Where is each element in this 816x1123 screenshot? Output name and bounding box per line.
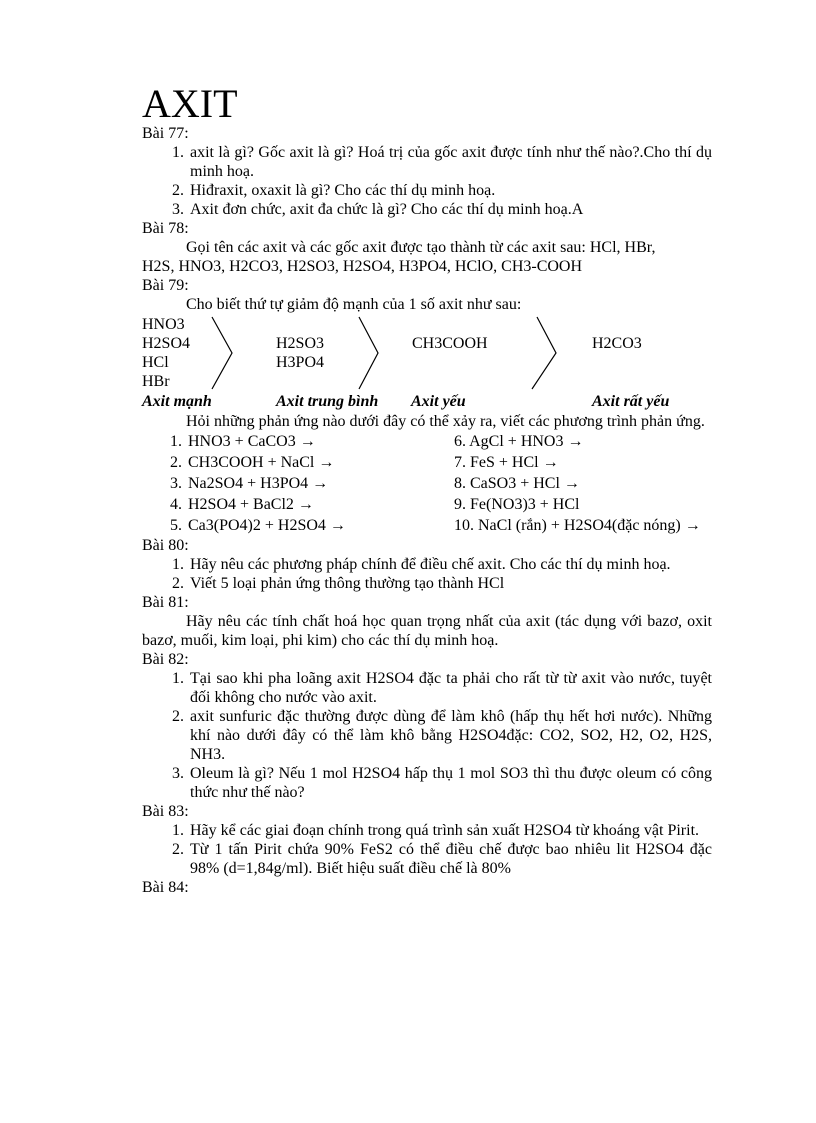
strong-acid-1: HNO3 [142,316,185,333]
strong-acid-3: HCl [142,354,169,371]
exercise-81-label: Bài 81: [142,594,189,611]
reaction-list [142,431,712,536]
strength-label-weak: Axit yếu [411,393,466,410]
exercise-77-item-1: 1. axit là gì? Gốc axit là gì? Hoá trị của gốc axit được tính như thế nào?.Cho thí dụ minh hoạ. [188,143,712,181]
reaction-9: 9. Fe(NO3)3 + HCl [454,496,580,513]
very-weak-acid: H2CO3 [592,335,642,352]
exercise-82-item-3: 3. Oleum là gì? Nếu 1 mol H2SO4 hấp thụ 1 mol SO3 thì thu được oleum có công thức như thế nào? [188,764,712,802]
exercise-80-item-1: 1. Hãy nêu các phương pháp chính để điều chế axit. Cho các thí dụ minh hoạ. [188,555,712,574]
reaction-4: 4. H2SO4 + BaCl2 → [170,496,314,513]
exercise-79-question: Hỏi những phản ứng nào dưới đây có thể xảy ra, viết các phương trình phản ứng. [186,413,705,430]
acid-strength-diagram [142,315,712,391]
exercise-84-label: Bài 84: [142,879,189,896]
exercise-80-label: Bài 80: [142,537,189,554]
exercise-78-label: Bài 78: [142,220,189,237]
reaction-2: 2. CH3COOH + NaCl → [170,454,335,471]
strength-labels-row [142,391,712,412]
exercise-83-item-1: 1. Hãy kể các giai đoạn chính trong quá trình sản xuất H2SO4 từ khoáng vật Pirit. [188,821,712,840]
exercise-82-list [142,669,712,802]
page-title: AXIT [142,81,238,126]
exercise-79-label: Bài 79: [142,277,189,294]
strength-label-very-weak: Axit rất yếu [592,393,670,410]
exercise-77-item-2: 2. Hiđraxit, oxaxit là gì? Cho các thí dụ minh hoạ. [188,181,712,200]
exercise-83-item-2: 2. Từ 1 tấn Pirit chứa 90% FeS2 có thể điều chế được bao nhiêu lit H2SO4 đặc 98% (d=1,84g/ml). Biết hiệu suất điều chế là 80% [188,840,712,878]
exercise-82-label: Bài 82: [142,651,189,668]
strength-label-medium: Axit trung bình [276,393,379,410]
exercise-77-label: Bài 77: [142,125,189,142]
reaction-8: 8. CaSO3 + HCl → [454,475,580,492]
exercise-78-text-b: H2S, HNO3, H2CO3, H2SO3, H2SO4, H3PO4, HClO, CH3-COOH [142,258,583,275]
strong-acid-4: HBr [142,373,170,390]
exercise-82-item-1: 1. Tại sao khi pha loãng axit H2SO4 đặc ta phải cho rất từ từ axit vào nước, tuyệt đối không cho nước vào axit. [188,669,712,707]
document-page [142,81,712,897]
exercise-77-list [142,143,712,219]
reaction-10: 10. NaCl (rắn) + H2SO4(đặc nóng) → [454,517,701,534]
reaction-3: 3. Na2SO4 + H3PO4 → [170,475,329,492]
strong-acid-2: H2SO4 [142,335,191,352]
exercise-79-intro: Cho biết thứ tự giảm độ mạnh của 1 số axit như sau: [186,296,522,313]
exercise-78-text-a: Gọi tên các axit và các gốc axit được tạo thành từ các axit sau: HCl, HBr, [186,239,656,256]
strength-label-strong: Axit mạnh [142,393,212,410]
exercise-81-text: Hãy nêu các tính chất hoá học quan trọng nhất của axit (tác dụng với bazơ, oxit bazơ, muối, kim loại, phi kim) cho các thí dụ minh hoạ. [142,613,712,649]
exercise-77-item-3: 3. Axit đơn chức, axit đa chức là gì? Cho các thí dụ minh hoạ.A [188,200,712,219]
exercise-80-list [142,555,712,593]
reaction-7: 7. FeS + HCl → [454,454,559,471]
exercise-83-label: Bài 83: [142,803,189,820]
strength-arrows-icon [142,315,712,391]
exercise-80-item-2: 2. Viết 5 loại phản ứng thông thường tạo thành HCl [188,574,712,593]
weak-acid: CH3COOH [412,335,488,352]
reaction-6: 6. AgCl + HNO3 → [454,433,584,450]
medium-acid-2: H3PO4 [276,354,325,371]
exercise-83-list [142,821,712,878]
reaction-1: 1. HNO3 + CaCO3 → [170,433,316,450]
reaction-5: 5. Ca3(PO4)2 + H2SO4 → [170,517,346,534]
medium-acid-1: H2SO3 [276,335,325,352]
exercise-82-item-2: 2. axit sunfuric đặc thường được dùng để làm khô (hấp thụ hết hơi nước). Những khí nào dưới đây có thể làm khô bằng H2SO4đặc: CO2, SO2, H2, O2, H2S, NH3. [188,707,712,764]
